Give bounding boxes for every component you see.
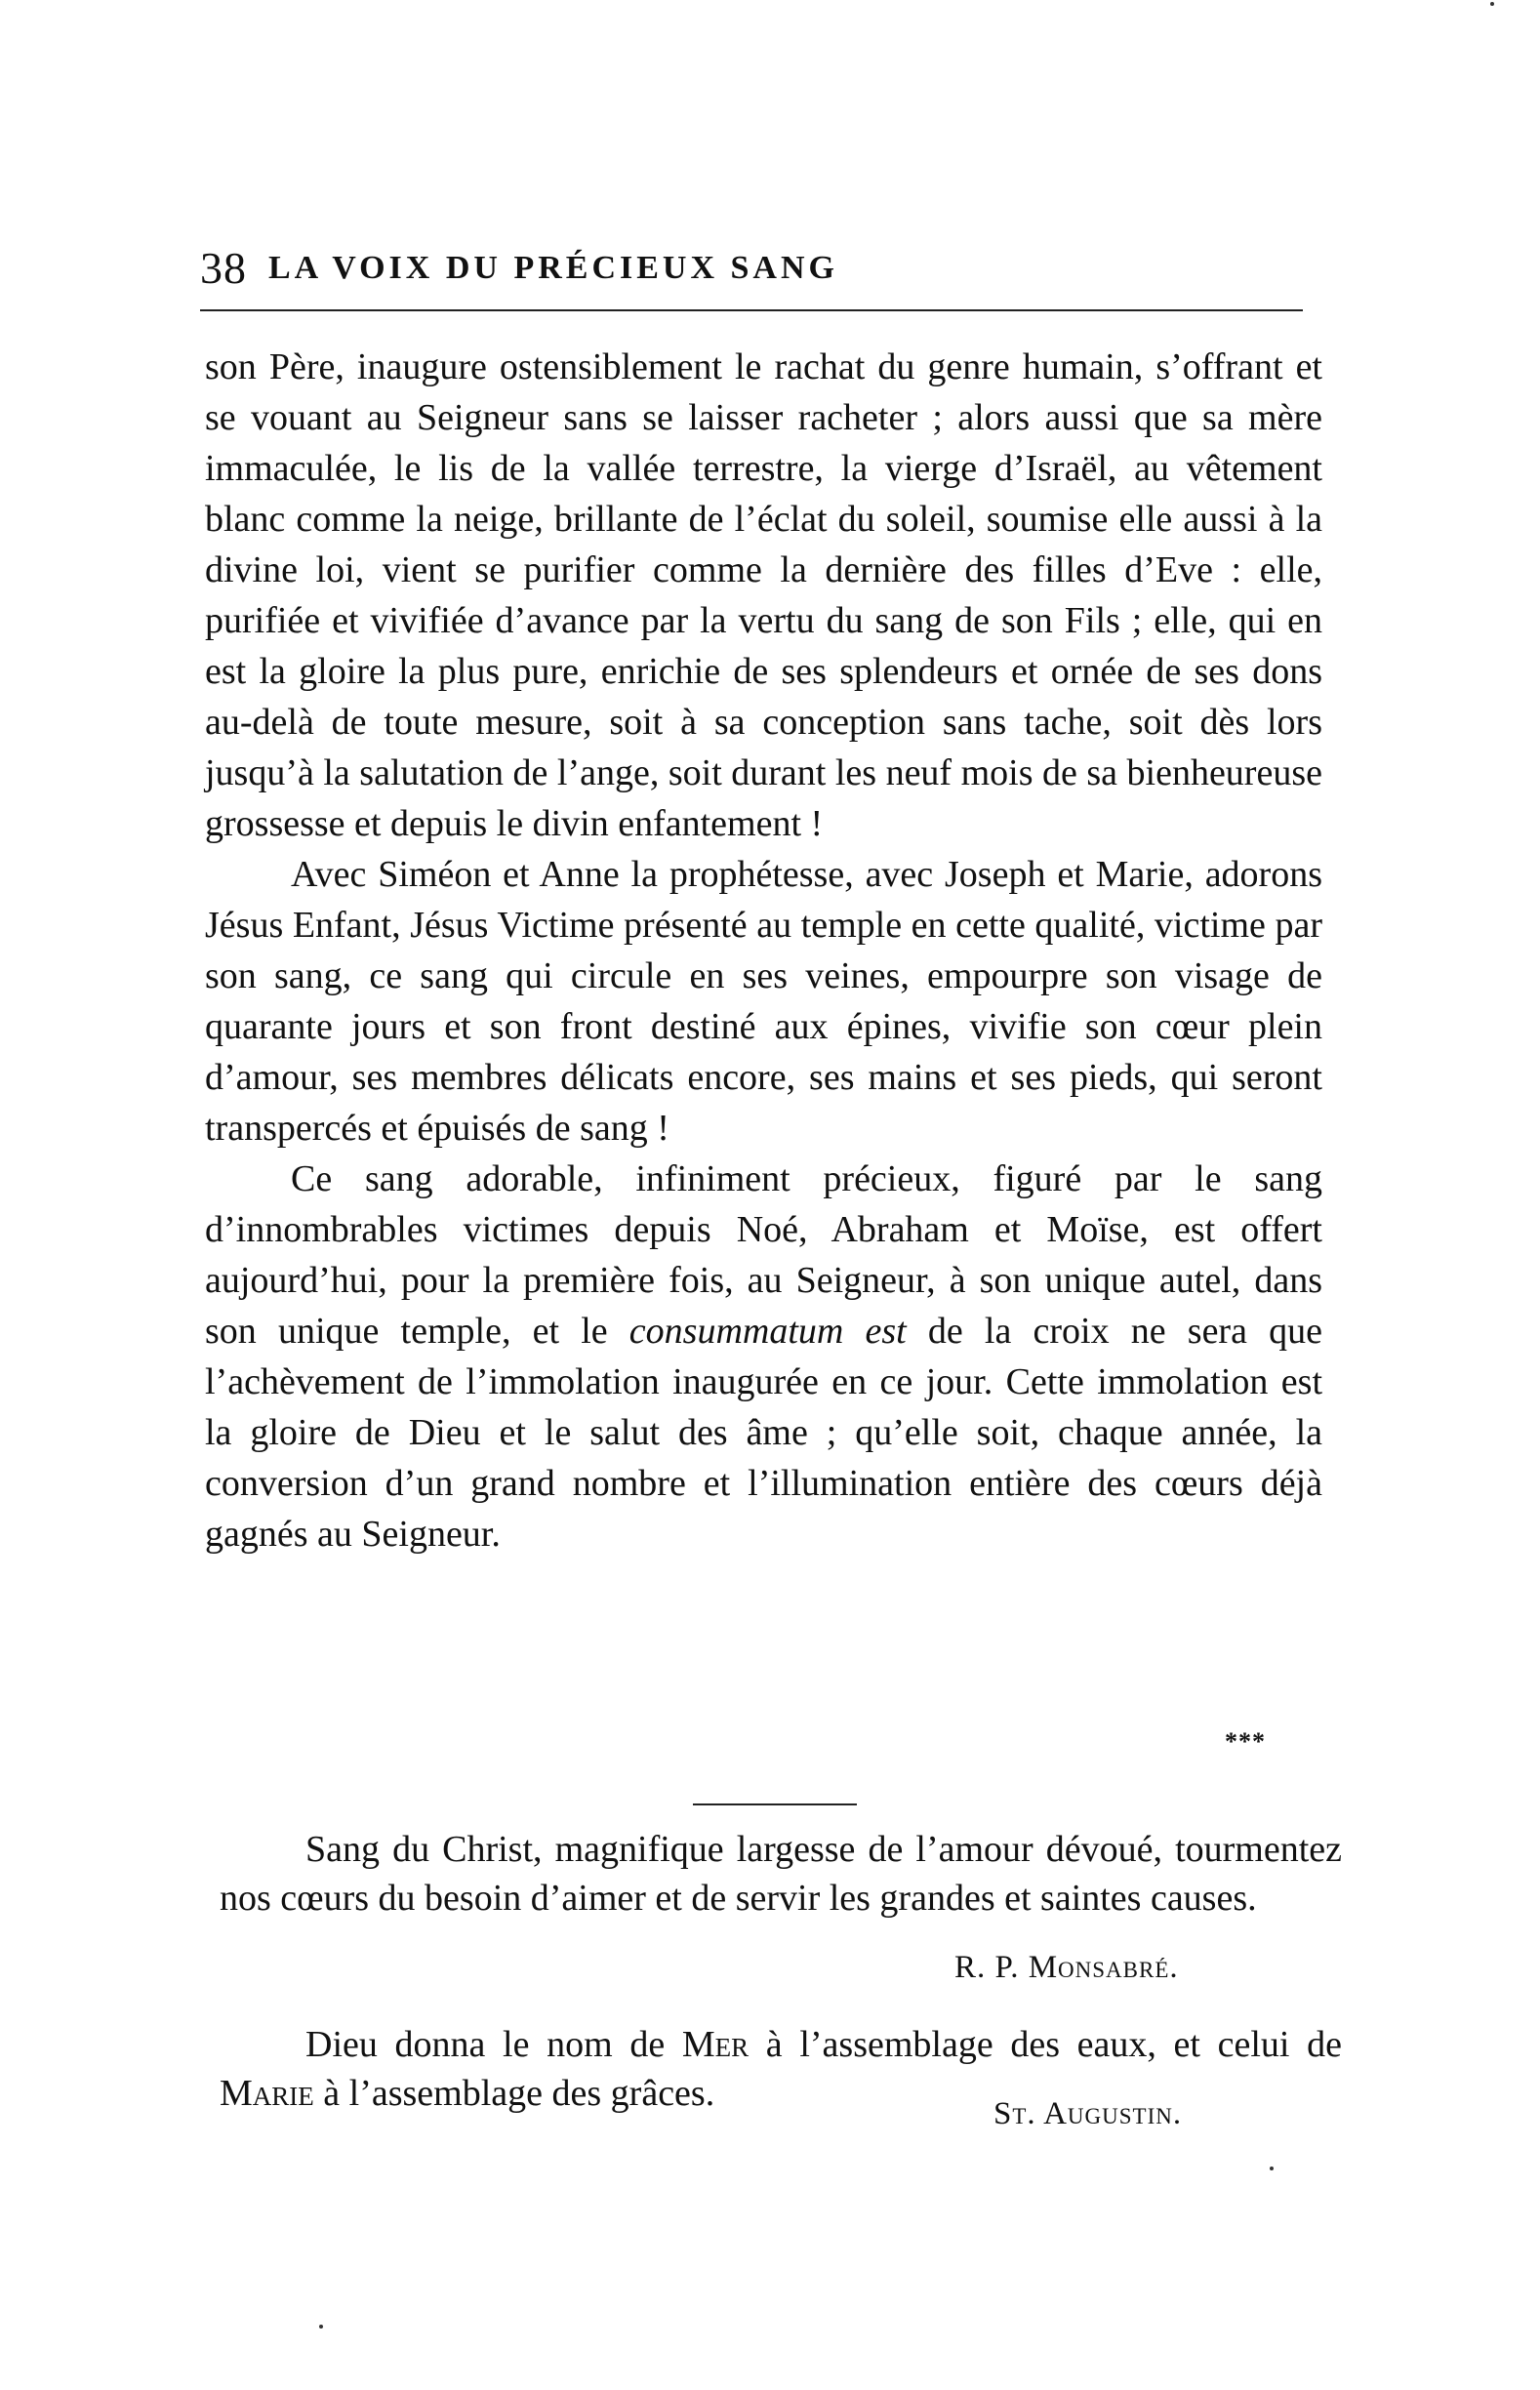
- scan-speck: [319, 2325, 323, 2329]
- asterism: ***: [1225, 1727, 1266, 1756]
- quote-monsabre-author: R. P. Monsabré.: [954, 1950, 1179, 1985]
- quote-augustin-part2: à l’assemblage des eaux, et celui de: [749, 2024, 1342, 2065]
- paragraph-3-start: Ce sang adorable, infiniment précieux, figuré par le sang d’innombrables victimes depuis Noé, Abraham et Moïse, est offert aujourd’hui, pour la première fois, au Seigneur, à son unique autel, dans son unique temple, et le: [205, 1158, 1322, 1352]
- scan-speck: [1490, 2, 1494, 6]
- quote-augustin-author: St. Augustin.: [993, 2096, 1183, 2131]
- paragraph-3: [205, 1154, 1322, 1560]
- paragraph-1: son Père, inaugure ostensiblement le rachat du genre humain, s’offrant et se vouant au Seigneur sans se laisser racheter ; alors aussi que sa mère immaculée, le lis de la vallée terrestre, la vierge d’Israël, au vêtement blanc comme la neige, brillante de l’éclat du soleil, soumise elle aussi à la divine loi, vient se purifier comme la dernière des filles d’Eve : elle, purifiée et vivifiée d’avance par la vertu du sang de son Fils ; elle, qui en est la gloire la plus pure, enrichie de ses splendeurs et ornée de ses dons au-delà de toute mesure, soit à sa conception sans tache, soit dès lors jusqu’à la salutation de l’ange, soit durant les neuf mois de sa bienheureuse grossesse et depuis le divin enfantement !: [205, 346, 1322, 844]
- quote-augustin-part3: à l’assemblage des grâces.: [313, 2073, 715, 2114]
- quote-augustin-mer: Mer: [681, 2024, 750, 2065]
- body-text: [205, 342, 1322, 1560]
- header-rule: [200, 309, 1303, 311]
- paragraph-2: Avec Siméon et Anne la prophétesse, avec Joseph et Marie, adorons Jésus Enfant, Jésus Victime présenté au temple en cette qualité, victime par son sang, ce sang qui circule en ses veines, empourpre son visage de quarante jours et son front destiné aux épines, vivifie son cœur plein d’amour, ses membres délicats encore, ses mains et ses pieds, qui seront transpercés et épuisés de sang !: [205, 854, 1322, 1149]
- paragraph-3-end: de la croix ne sera que l’achèvement de l’immolation inaugurée en ce jour. Cette immolation est la gloire de Dieu et le salut des âme ; qu’elle soit, chaque année, la conversion d’un grand nombre et l’illumination entière des cœurs déjà gagnés au Seigneur.: [205, 1311, 1322, 1555]
- scan-speck: [1270, 2167, 1274, 2170]
- quote-monsabre-text: Sang du Christ, magnifique largesse de l’amour dévoué, tourmentez nos cœurs du besoin d’aimer et de servir les grandes et saintes causes.: [220, 1829, 1342, 1919]
- page-number: 38: [200, 243, 247, 293]
- page-header: [200, 239, 1303, 298]
- section-rule: [693, 1803, 857, 1805]
- quote-monsabre: [220, 1825, 1342, 1923]
- paragraph-3-latin-phrase: consummatum est: [628, 1311, 907, 1352]
- running-title: LA VOIX DU PRÉCIEUX SANG: [268, 250, 838, 286]
- quote-augustin-marie: Marie: [220, 2073, 314, 2114]
- quote-augustin-part1: Dieu donna le nom de: [305, 2024, 682, 2065]
